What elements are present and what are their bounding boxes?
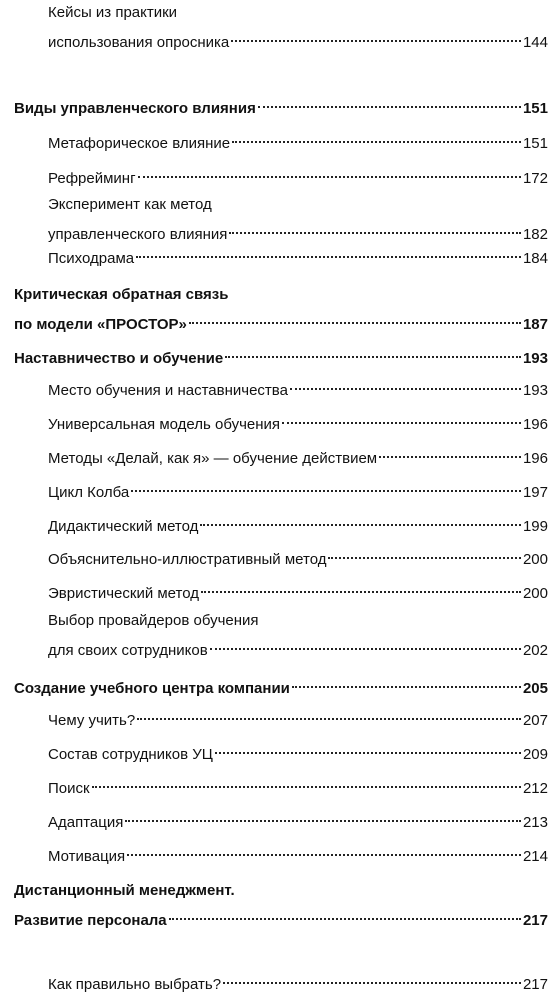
toc-subsection-entry[interactable] <box>48 374 548 401</box>
toc-section-entry[interactable] <box>14 672 548 699</box>
toc-page-number: 172 <box>522 170 548 187</box>
toc-section-entry[interactable] <box>14 284 548 335</box>
dot-leader <box>232 127 521 148</box>
dot-leader <box>328 543 521 564</box>
toc-entry-title: Наставничество и обучение <box>14 350 224 367</box>
toc-subsection-entry[interactable] <box>48 510 548 537</box>
dot-leader <box>292 672 521 693</box>
toc-page-number: 202 <box>522 642 548 659</box>
dot-leader <box>282 408 521 429</box>
toc-section-entry[interactable] <box>14 880 548 931</box>
toc-subsection-entry[interactable] <box>48 840 548 867</box>
dot-leader <box>189 308 521 329</box>
toc-entry-title: Выбор провайдеров обучения <box>48 612 259 629</box>
dot-leader <box>169 904 521 925</box>
toc-entry-title: для своих сотрудников <box>48 642 208 659</box>
toc-subsection-entry[interactable] <box>48 610 548 661</box>
toc-entry-title: Дидактический метод <box>48 518 199 535</box>
dot-leader <box>223 968 521 989</box>
toc-entry-title: управленческого влияния <box>48 226 228 243</box>
toc-entry-title: Цикл Колба <box>48 484 130 501</box>
dot-leader <box>201 577 521 598</box>
toc-entry-title: Адаптация <box>48 814 124 831</box>
toc-subsection-entry[interactable] <box>48 194 548 245</box>
toc-page-number: 151 <box>522 100 548 117</box>
toc-section-entry[interactable] <box>14 342 548 369</box>
toc-entry-title: Методы «Делай, как я» — обучение действием <box>48 450 378 467</box>
dot-leader <box>258 92 521 113</box>
toc-subsection-entry[interactable] <box>48 242 548 269</box>
toc-entry-title: по модели «ПРОСТОР» <box>14 316 187 333</box>
toc-subsection-entry[interactable] <box>48 2 548 53</box>
dot-leader <box>200 510 521 531</box>
toc-entry-title: Чему учить? <box>48 712 136 729</box>
toc-page-number: 217 <box>522 912 548 929</box>
dot-leader <box>131 476 521 497</box>
toc-entry-title: Развитие персонала <box>14 912 167 929</box>
toc-page-number: 151 <box>522 135 548 152</box>
toc-page-number: 199 <box>522 518 548 535</box>
toc-entry-title: Как правильно выбрать? <box>48 976 222 993</box>
toc-entry-title: Виды управленческого влияния <box>14 100 256 117</box>
toc-entry-title: Рефрейминг <box>48 170 136 187</box>
toc-page-number: 200 <box>522 585 548 602</box>
toc-subsection-entry[interactable] <box>48 476 548 503</box>
toc-page-number: 214 <box>522 848 548 865</box>
toc-section-entry[interactable] <box>14 92 548 119</box>
toc-subsection-entry[interactable] <box>48 704 548 731</box>
dot-leader <box>290 374 521 395</box>
toc-page-number: 217 <box>522 976 548 993</box>
dot-leader <box>136 242 521 263</box>
toc-subsection-entry[interactable] <box>48 772 548 799</box>
toc-page-number: 212 <box>522 780 548 797</box>
toc-entry-title: Эксперимент как метод <box>48 196 212 213</box>
toc-page-number: 193 <box>522 382 548 399</box>
toc-entry-title: Универсальная модель обучения <box>48 416 281 433</box>
dot-leader <box>138 162 521 183</box>
toc-page-number: 144 <box>522 34 548 51</box>
toc-page-number: 209 <box>522 746 548 763</box>
toc-page-number: 196 <box>522 450 548 467</box>
toc-subsection-entry[interactable] <box>48 738 548 765</box>
toc-subsection-entry[interactable] <box>48 127 548 154</box>
toc-page-number: 187 <box>522 316 548 333</box>
dot-leader <box>127 840 521 861</box>
toc-page-number: 182 <box>522 226 548 243</box>
toc-entry-title: Эвристический метод <box>48 585 199 602</box>
dot-leader <box>210 634 521 655</box>
toc-subsection-entry[interactable] <box>48 543 548 570</box>
toc-entry-title: Состав сотрудников УЦ <box>48 746 213 763</box>
toc-subsection-entry[interactable] <box>48 442 548 469</box>
toc-entry-title: Поиск <box>48 780 90 797</box>
dot-leader <box>137 704 521 725</box>
toc-subsection-entry[interactable] <box>48 162 548 189</box>
toc-entry-title: Психодрама <box>48 250 135 267</box>
toc-entry-title: Метафорическое влияние <box>48 135 231 152</box>
dot-leader <box>92 772 521 793</box>
toc-page-number: 197 <box>522 484 548 501</box>
toc-entry-title: Дистанционный менеджмент. <box>14 882 235 899</box>
toc-subsection-entry[interactable] <box>48 408 548 435</box>
toc-entry-title: Объяснительно-иллюстративный метод <box>48 551 327 568</box>
dot-leader <box>231 26 521 47</box>
toc-entry-title: Место обучения и наставничества <box>48 382 288 399</box>
dot-leader <box>215 738 521 759</box>
toc-entry-title: использования опросника <box>48 34 230 51</box>
dot-leader <box>125 806 521 827</box>
toc-page-number: 196 <box>522 416 548 433</box>
toc-page-number: 200 <box>522 551 548 568</box>
toc-entry-title: Кейсы из практики <box>48 4 178 21</box>
toc-subsection-entry[interactable] <box>48 577 548 604</box>
toc-subsection-entry[interactable] <box>48 968 548 995</box>
toc-page-number: 184 <box>522 250 548 267</box>
toc-entry-title: Критическая обратная связь <box>14 286 229 303</box>
dot-leader <box>225 342 521 363</box>
dot-leader <box>379 442 521 463</box>
toc-page-number: 213 <box>522 814 548 831</box>
toc-page-number: 205 <box>522 680 548 697</box>
toc-entry-title: Мотивация <box>48 848 126 865</box>
toc-page-number: 207 <box>522 712 548 729</box>
toc-page-number: 193 <box>522 350 548 367</box>
toc-subsection-entry[interactable] <box>48 806 548 833</box>
dot-leader <box>229 218 521 239</box>
toc-entry-title: Создание учебного центра компании <box>14 680 290 697</box>
